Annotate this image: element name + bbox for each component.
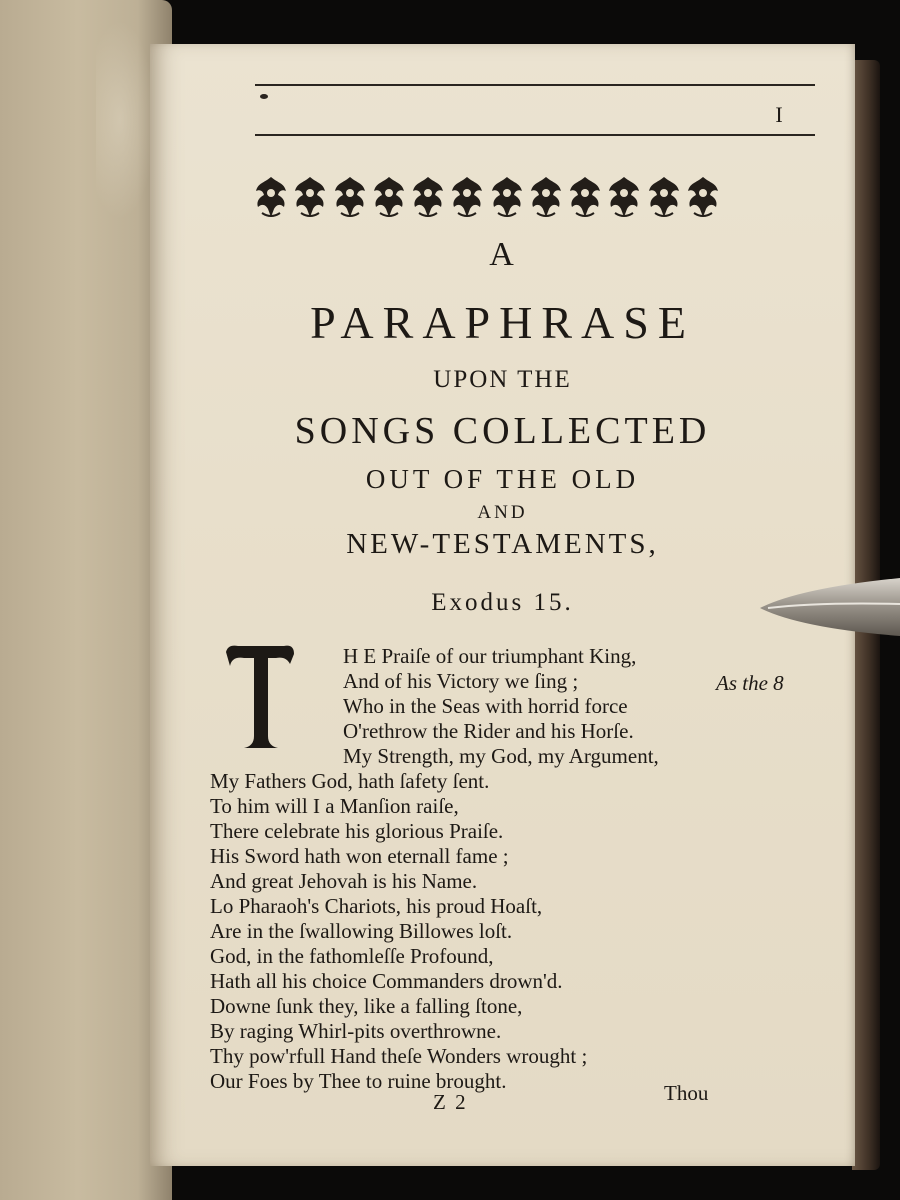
margin-note: As the 8 — [716, 671, 784, 695]
fleuron-icon — [527, 173, 565, 221]
verse-line-16: By raging Whirl-pits overthrowne. — [210, 1019, 502, 1043]
ink-spot — [260, 94, 268, 99]
title-paraphrase: PARAPHRASE — [310, 297, 695, 348]
ornamental-border — [252, 172, 722, 222]
title-and: AND — [477, 502, 528, 523]
verse-line-14: Hath all his choice Commanders drown'd. — [210, 969, 563, 993]
verse-line-10: And great Jehovah is his Name. — [210, 869, 478, 893]
verse-line-18: Our Foes by Thee to ruine brought. — [210, 1069, 507, 1093]
dropcap-t-icon — [224, 642, 296, 752]
fleuron-icon — [684, 173, 722, 221]
torn-paper-edge — [96, 20, 156, 220]
verse-line-4: O'rethrow the Rider and his Horſe. — [343, 719, 634, 743]
page-number: I — [775, 102, 783, 127]
verse-line-2: And of his Victory we ſing ; — [343, 669, 579, 693]
fleuron-icon — [488, 173, 526, 221]
page-marker-blade-icon — [760, 574, 900, 642]
verse-line-1: H E Praiſe of our triumphant King, — [343, 644, 637, 668]
fleuron-icon — [370, 173, 408, 221]
verse-line-3: Who in the Seas with horrid force — [343, 694, 628, 718]
title-songs-collected: SONGS COLLECTED — [294, 410, 711, 452]
catchword: Thou — [664, 1081, 709, 1105]
fleuron-icon — [605, 173, 643, 221]
signature-mark: Z 2 — [433, 1090, 468, 1114]
fleuron-icon — [331, 173, 369, 221]
verse-line-17: Thy pow'rfull Hand theſe Wonders wrought ; — [210, 1044, 588, 1068]
verse-line-6: My Fathers God, hath ſafety ſent. — [210, 769, 490, 793]
fleuron-icon — [291, 173, 329, 221]
header-rule-bottom — [255, 134, 815, 136]
verse-line-13: God, in the fathomleſſe Profound, — [210, 944, 494, 968]
fleuron-icon — [448, 173, 486, 221]
fleuron-icon — [645, 173, 683, 221]
fleuron-icon — [409, 173, 447, 221]
verse-line-15: Downe ſunk they, like a falling ſtone, — [210, 994, 523, 1018]
title-out-of-the-old: OUT OF THE OLD — [365, 464, 640, 494]
verse-line-8: There celebrate his glorious Praiſe. — [210, 819, 504, 843]
title-line-a: A — [489, 236, 516, 273]
book-page — [150, 44, 855, 1166]
fleuron-icon — [566, 173, 604, 221]
verse-line-12: Are in the ſwallowing Billowes loſt. — [210, 919, 513, 943]
verse-line-9: His Sword hath won eternall fame ; — [210, 844, 509, 868]
title-new-testaments: NEW-TESTAMENTS, — [346, 528, 659, 560]
section-heading: Exodus 15. — [431, 589, 574, 616]
verse-line-7: To him will I a Manſion raiſe, — [210, 794, 459, 818]
header-rule-top — [255, 84, 815, 86]
verse-line-5: My Strength, my God, my Argument, — [343, 744, 659, 768]
title-upon-the: UPON THE — [433, 366, 572, 393]
fleuron-icon — [252, 173, 290, 221]
verse-line-11: Lo Pharaoh's Chariots, his proud Hoaſt, — [210, 894, 543, 918]
